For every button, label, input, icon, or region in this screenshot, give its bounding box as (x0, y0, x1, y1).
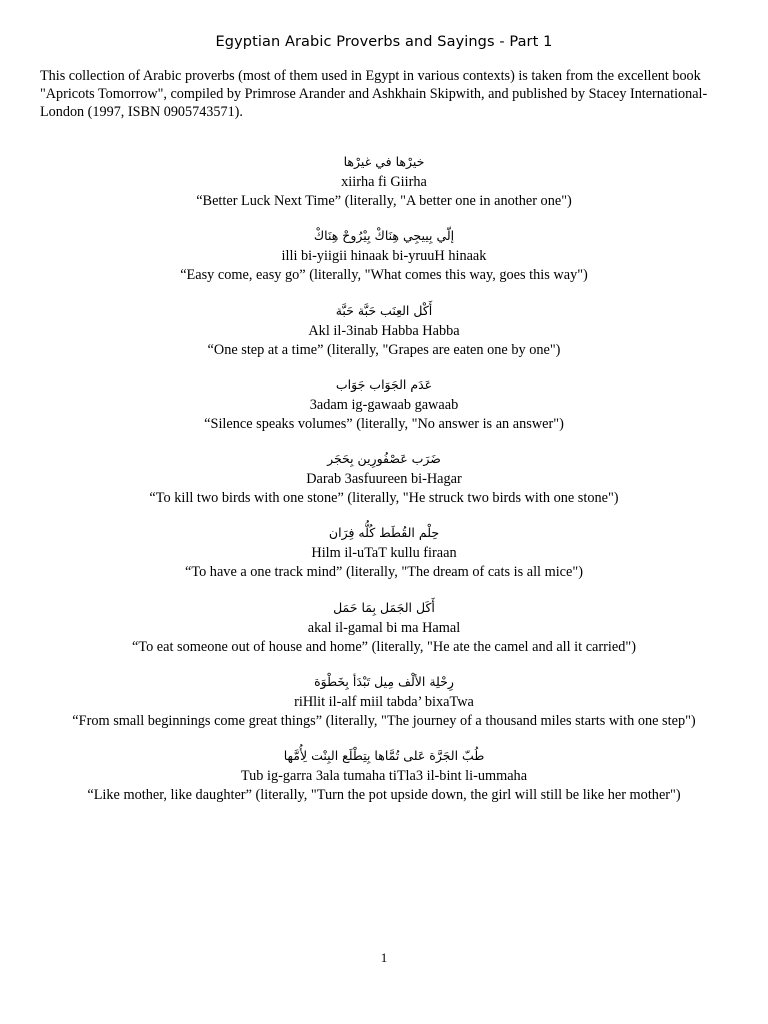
proverb-meaning: “Silence speaks volumes” (literally, "No answer is an answer") (204, 415, 564, 432)
proverb-list (0, 151, 768, 820)
proverb-meaning: “To kill two birds with one stone” (literally, "He struck two birds with one stone") (149, 490, 619, 507)
proverb-arabic: خيرْها في غيرْها (343, 154, 425, 169)
proverb-arabic: رِحْلِة الألْف مِيل تَبْدَأ بِخَطْوَة (314, 674, 454, 690)
proverb-entry (0, 522, 768, 596)
proverb-meaning: “One step at a time” (literally, "Grapes are eaten one by one") (207, 341, 561, 358)
proverb-transliteration: Hilm il-uTaT kullu firaan (311, 545, 457, 562)
proverb-arabic: أَكْل العِنَب حَبَّة حَبَّة (335, 302, 433, 318)
proverb-meaning: “Like mother, like daughter” (literally, "Turn the pot upside down, the girl will still be like her mother") (87, 787, 681, 804)
proverb-arabic: عَدَم الجَوَاب جَوَاب (335, 376, 433, 392)
proverb-arabic: ضَرَب عَصْفُورِين بِحَجَر (327, 451, 441, 467)
proverb-transliteration: Akl il-3inab Habba Habba (308, 322, 460, 339)
proverb-entry (0, 597, 768, 671)
proverb-entry (0, 671, 768, 745)
proverb-transliteration: 3adam ig-gawaab gawaab (309, 396, 459, 413)
proverb-entry (0, 300, 768, 374)
proverb-transliteration: xiirha fi Giirha (341, 174, 427, 190)
proverb-transliteration: riHlit il-alf miil tabda’ bixaTwa (294, 694, 474, 711)
proverb-entry (0, 151, 768, 225)
proverb-arabic: أَكَل الجَمَل بِمَا حَمَل (333, 599, 435, 615)
proverb-meaning: “Better Luck Next Time” (literally, "A better one in another one") (196, 193, 572, 209)
proverb-transliteration: Darab 3asfuureen bi-Hagar (306, 471, 462, 488)
proverb-entry (0, 448, 768, 522)
proverb-entry (0, 225, 768, 299)
proverb-meaning: “Easy come, easy go” (literally, "What comes this way, goes this way") (180, 267, 588, 284)
proverb-transliteration: illi bi-yiigii hinaak bi-yruuH hinaak (281, 248, 487, 265)
proverb-arabic: حِلْم القُطَط كُلُّه فِرَان (328, 525, 440, 541)
proverb-meaning: “To eat someone out of house and home” (literally, "He ate the camel and all it carried") (132, 638, 636, 655)
page-number: 1 (380, 950, 388, 965)
proverb-meaning: “From small beginnings come great things” (literally, "The journey of a thousand miles starts with one step") (72, 713, 696, 730)
proverb-entry (0, 374, 768, 448)
intro-paragraph: This collection of Arabic proverbs (most of them used in Egypt in various contexts) is taken from the excellent book "Apricots Tomorrow", compiled by Primrose Arander and Ashkhain Skipwith, and published by Stacey International-London (1997, ISBN 0905743571). (40, 68, 708, 120)
proverb-arabic: إلّي بِييجِي هِنَاكْ بِيْرُوحْ هِنَاكْ (313, 228, 455, 244)
proverb-meaning: “To have a one track mind” (literally, "The dream of cats is all mice") (185, 564, 583, 581)
proverb-transliteration: akal il-gamal bi ma Hamal (307, 619, 461, 636)
proverb-transliteration: Tub ig-garra 3ala tumaha tiTla3 il-bint li-ummaha (240, 768, 528, 785)
proverb-entry (0, 745, 768, 819)
proverb-arabic: طُبّ الجَرَّة عَلى تُمَّاها بِتِطْلَع البِنْت لِأُمَّها (283, 748, 485, 764)
page-title: Egyptian Arabic Proverbs and Sayings - Part 1 (215, 34, 553, 50)
